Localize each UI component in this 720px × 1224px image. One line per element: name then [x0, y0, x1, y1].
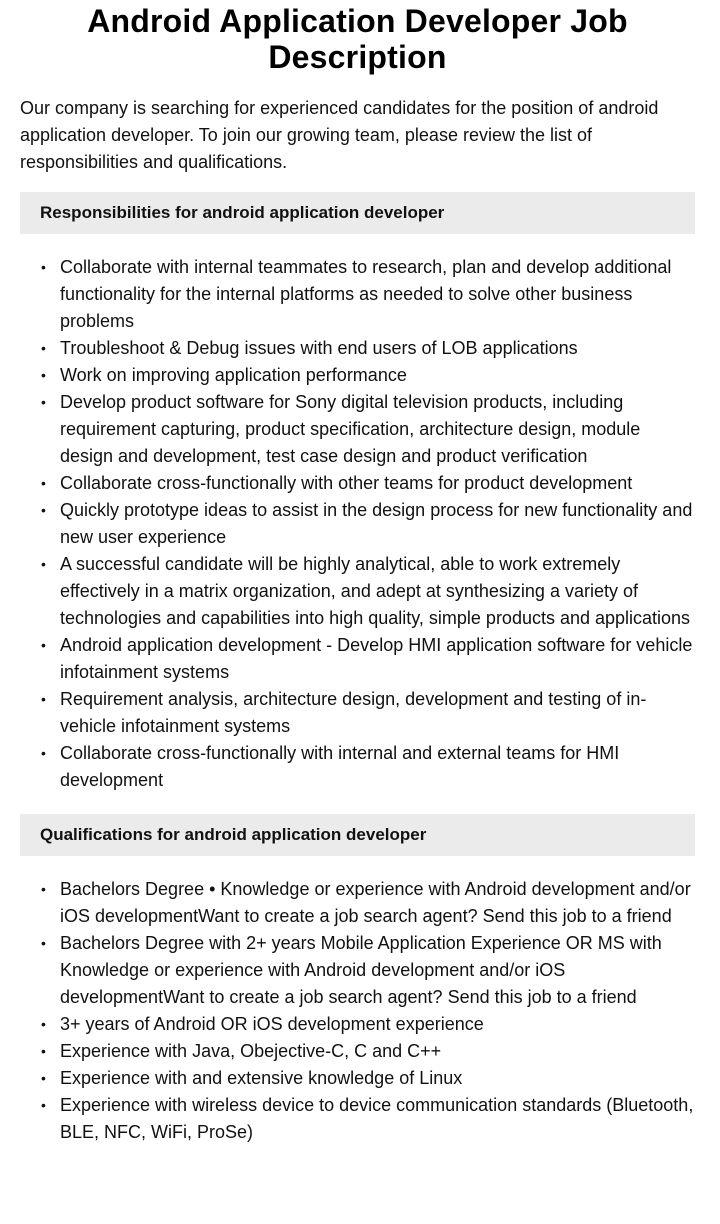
list-item	[41, 740, 695, 794]
list-item	[41, 1011, 695, 1038]
bullet-icon: •	[41, 881, 46, 897]
bullet-icon: •	[41, 691, 46, 707]
bullet-icon: •	[41, 637, 46, 653]
bullet-icon: •	[41, 1097, 46, 1113]
bullet-icon: •	[41, 1016, 46, 1032]
list-item-text: Collaborate cross-functionally with other teams for product development	[60, 473, 633, 493]
qualifications-list	[20, 876, 695, 1146]
list-item-text: Bachelors Degree • Knowledge or experience with Android development and/or iOS developmentWant to create a job search agent? Send this job to a friend	[60, 879, 691, 926]
list-item	[41, 470, 695, 497]
responsibilities-heading: Responsibilities for android application developer	[40, 203, 445, 222]
list-item-text: Develop product software for Sony digital television products, including requirement capturing, product specification, architecture design, module design and development, test case design and product verification	[60, 392, 641, 466]
bullet-icon: •	[41, 475, 46, 491]
list-item	[41, 335, 695, 362]
qualifications-heading: Qualifications for android application developer	[40, 825, 427, 844]
list-item	[41, 362, 695, 389]
responsibilities-section-header	[20, 192, 695, 234]
list-item	[41, 389, 695, 470]
intro-paragraph: Our company is searching for experienced candidates for the position of android application developer. To join our growing team, please review the list of responsibilities and qualifications.	[20, 98, 659, 172]
bullet-icon: •	[41, 367, 46, 383]
list-item-text: A successful candidate will be highly analytical, able to work extremely effectively in a matrix organization, and adept at synthesizing a variety of technologies and capabilities into high quality, simple products and applications	[60, 554, 691, 628]
list-item-text: Experience with Java, Obejective-C, C and C++	[60, 1041, 442, 1061]
qualifications-section-header	[20, 814, 695, 856]
list-item	[41, 686, 695, 740]
page-title: Android Application Developer Job Description	[87, 3, 628, 75]
list-item	[41, 1092, 695, 1146]
list-item	[41, 497, 695, 551]
list-item-text: Android application development - Develop HMI application software for vehicle infotainment systems	[60, 635, 693, 682]
list-item	[41, 930, 695, 1011]
bullet-icon: •	[41, 502, 46, 518]
list-item-text: Experience with and extensive knowledge of Linux	[60, 1068, 463, 1088]
list-item-text: Experience with wireless device to device communication standards (Bluetooth, BLE, NFC, WiFi, ProSe)	[60, 1095, 694, 1142]
list-item	[41, 1038, 695, 1065]
list-item-text: Requirement analysis, architecture design, development and testing of in-vehicle infotainment systems	[60, 689, 647, 736]
list-item-text: Quickly prototype ideas to assist in the design process for new functionality and new user experience	[60, 500, 693, 547]
list-item-text: 3+ years of Android OR iOS development experience	[60, 1014, 484, 1034]
list-item	[41, 254, 695, 335]
list-item	[41, 551, 695, 632]
list-item-text: Collaborate with internal teammates to research, plan and develop additional functionality for the internal platforms as needed to solve other business problems	[60, 257, 672, 331]
bullet-icon: •	[41, 745, 46, 761]
bullet-icon: •	[41, 394, 46, 410]
list-item	[41, 1065, 695, 1092]
bullet-icon: •	[41, 556, 46, 572]
list-item-text: Bachelors Degree with 2+ years Mobile Application Experience OR MS with Knowledge or experience with Android development and/or iOS developmentWant to create a job search agent? Send this job to a friend	[60, 933, 662, 1007]
responsibilities-list	[20, 254, 695, 794]
bullet-icon: •	[41, 1070, 46, 1086]
list-item	[41, 632, 695, 686]
list-item	[41, 876, 695, 930]
bullet-icon: •	[41, 259, 46, 275]
list-item-text: Troubleshoot & Debug issues with end users of LOB applications	[60, 338, 578, 358]
list-item-text: Work on improving application performance	[60, 365, 407, 385]
bullet-icon: •	[41, 340, 46, 356]
list-item-text: Collaborate cross-functionally with internal and external teams for HMI development	[60, 743, 620, 790]
bullet-icon: •	[41, 935, 46, 951]
bullet-icon: •	[41, 1043, 46, 1059]
